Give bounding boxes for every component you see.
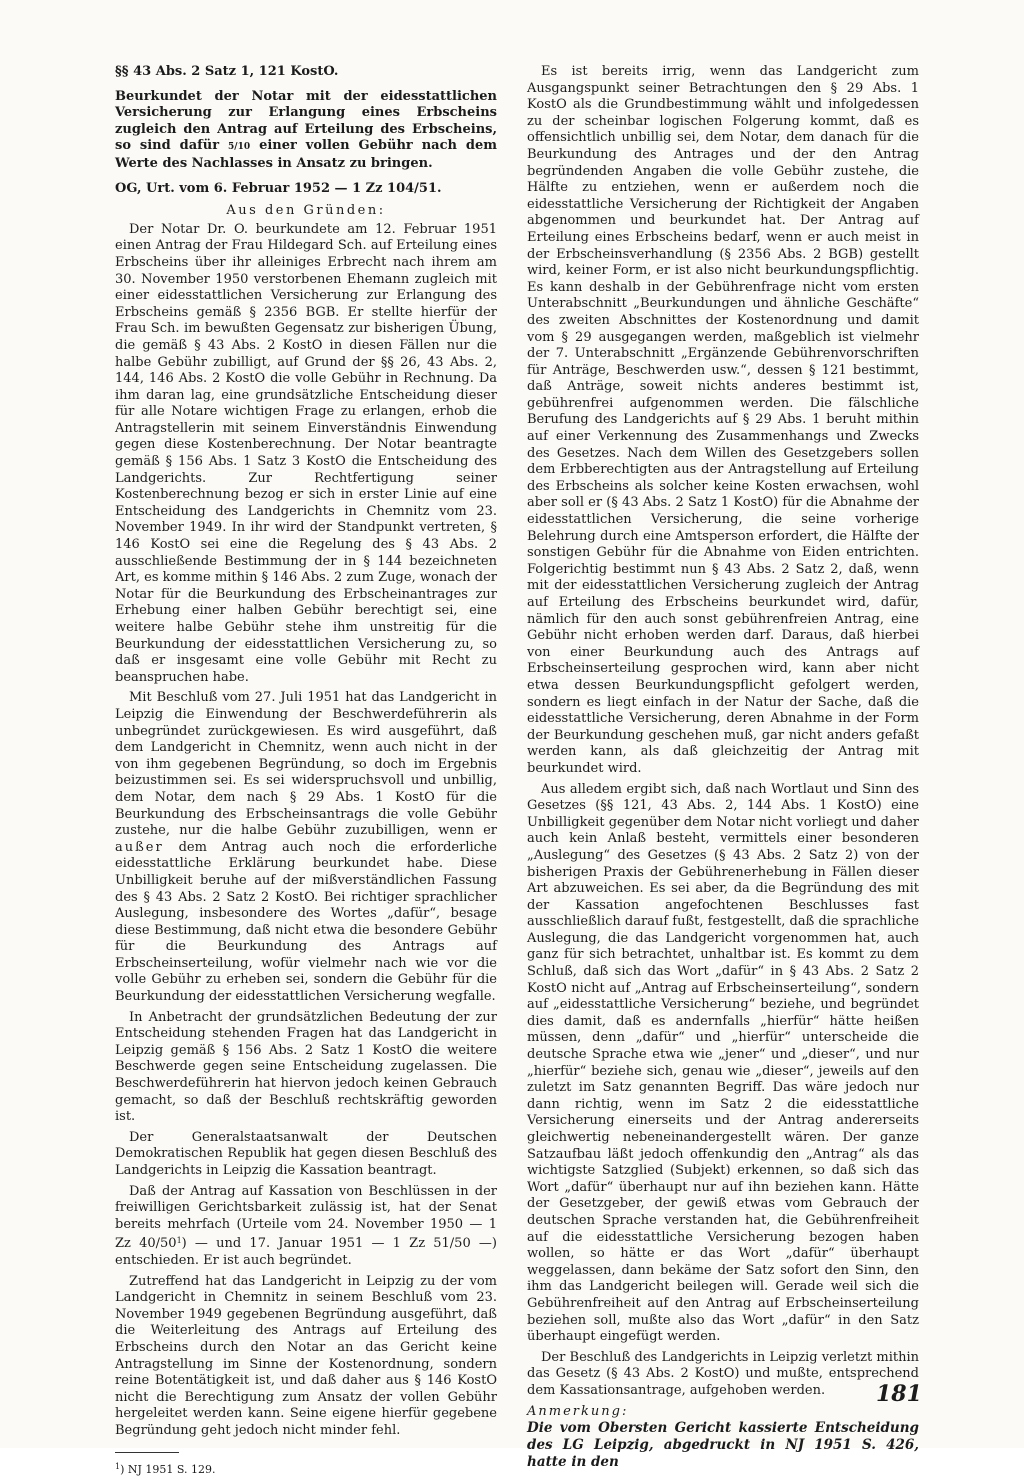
paragraph-text: ) — und 17. Januar 1951 — 1 Zz 51/50 —) entschieden. Er ist auch begründet. [115,1236,497,1268]
footnote-number: 1 [115,1461,121,1471]
left-column [115,64,497,1482]
paragraph-text: Mit Beschluß vom 27. Juli 1951 hat das Landgericht in Leipzig die Einwendung der Beschwerdeführerin als unbegründet zurückgewiesen. Es wird ausgeführt, daß dem Landgericht in Chemnitz, wenn auch nicht in der von ihm gegebenen Begründung, so doch im Ergebnis beizustimmen sei. Es sei widerspruchsvoll und unbillig, dem Notar, dem nach § 29 Abs. 1 KostO für die Beurkundung des Erbscheinsantrags die volle Gebühr zustehe, nur die halbe Gebühr zuzubilligen, wenn er [115,690,497,839]
grounds-heading: Aus den Gründen: [226,203,386,219]
paragraph-text: Daß der Antrag auf Kassation von Beschlüssen in der freiwilligen Gerichtsbarkeit zulässig ist, hat der Senat bereits mehrfach (Urteile vom 24. November 1950 — 1 Zz 40/50 [115,1183,497,1252]
paragraph: Es ist bereits irrig, wenn das Landgericht zum Ausgangspunkt seiner Betrachtungen den § 29 Abs. 1 KostO als die Grundbestimmung wählt und infolgedessen zu der scheinbar logischen Folgerung kommt, daß es offensichtlich unbillig sei, dem Notar, dem danach für die Beurkundung des Antrages und der den Antrag begründenden Angaben die volle Gebühr zustehe, die Hälfte zu entziehen, wenn er außerdem noch die eidesstattliche Versicherung der Richtigkeit der Angaben abgenommen und beurkundet hat. Der Antrag auf Erteilung eines Erbscheins bedarf, wenn er auch meist in der Erbscheinsverhandlung (§ 2356 Abs. 2 BGB) gestellt wird, keiner Form, er ist also nicht beurkundungspflichtig. Es kann deshalb in der Gebührenfrage nicht vom ersten Unterabschnitt „Beurkundungen und ähnliche Geschäfte“ des zweiten Abschnittes der Kostenordnung und damit vom § 29 ausgegangen werden, maßgeblich ist vielmehr der 7. Unterabschnitt „Ergänzende Gebührenvorschriften für Anträge, Beschwerden usw.“, dessen § 121 bestimmt, daß Anträge, soweit nichts anderes bestimmt ist, gebührenfrei aufgenommen werden. Die fälschliche Berufung des Landgerichts auf § 29 Abs. 1 beruht mithin auf einer Verkennung des Zusammenhangs und Zwecks des Gesetzes. Nach dem Willen des Gesetzgebers sollen dem Erbberechtigten aus der Antragstellung auf Erteilung des Erbscheins als solcher keine Kosten erwachsen, wohl aber soll er (§ 43 Abs. 2 Satz 1 KostO) für die Abnahme der eidesstattlichen Versicherung, die seine vorherige Belehrung durch eine Amtsperson erfordert, die Hälfte der sonstigen Gebühr für die Abnahme von Eiden entrichten. Folgerichtig bestimmt nun § 43 Abs. 2 Satz 2, daß, wenn mit der eidesstattlichen Versicherung zugleich der Antrag auf Erteilung des Erbscheins beurkundet wird, dafür, nämlich für den auch sonst gebührenfreien Antrag, eine Gebühr nicht erhoben werden darf. Daraus, daß hierbei von einer Beurkundung auch des Antrags auf Erbscheinserteilung gesprochen wird, kann aber nicht etwa dessen Beurkundungspflicht gefolgert werden, sondern es liegt einfach in der Natur der Sache, daß die eidesstattliche Versicherung, deren Abnahme in der Form der Beurkundung geschehen muß, gar nicht anders gefaßt werden kann, als daß gleichzeitig der Antrag mit beurkundet wird. [527,64,919,776]
footnote-marker: 1 [176,1236,182,1246]
right-column [527,64,919,1475]
footnote [115,1459,497,1479]
paragraph: Der Notar Dr. O. beurkundete am 12. Februar 1951 einen Antrag der Frau Hildegard Sch. auf Erteilung eines Erbscheins über ihr alleiniges Erbrecht nach ihrem am 30. November 1950 verstorbenen Ehemann zugleich mit einer eidesstattlichen Versicherung zur Erlangung des Erbscheins gemäß § 2356 BGB. Er stellte hierfür der Frau Sch. im bewußten Gegensatz zur bisherigen Übung, die gemäß § 43 Abs. 2 KostO in diesen Fällen nur die halbe Gebühr zubilligt, auf Grund der §§ 26, 43 Abs. 2, 144, 146 Abs. 2 KostO die volle Gebühr in Rechnung. Da ihm daran lag, eine grundsätzliche Entscheidung dieser für alle Notare wichtigen Frage zu erlangen, erhob die Antragstellerin mit seinem Einverständnis Einwendung gegen diese Kostenberechnung. Der Notar beantragte gemäß § 156 Abs. 1 Satz 3 KostO die Entscheidung des Landgerichts. Zur Rechtfertigung seiner Kostenberechnung bezog er sich in erster Linie auf eine Entscheidung des Landgerichts in Chemnitz vom 23. November 1949. In ihr wird der Standpunkt vertreten, § 146 KostO sei eine die Regelung des § 43 Abs. 2 ausschließende Bestimmung der in § 144 bezeichneten Art, es komme mithin § 146 Abs. 2 zum Zuge, wonach der Notar für die Beurkundung des Erbscheinantrages zur Erhebung einer halben Gebühr berechtigt sei, eine weitere halbe Gebühr stehe ihm unstreitig für die Beurkundung der eidesstattlichen Versicherung zu, so daß er insgesamt eine volle Gebühr mit Recht zu beanspruchen habe. [115,221,497,685]
headnote-text-end: einer vollen Gebühr nach dem Werte des Nachlasses in Ansatz zu bringen. [115,138,498,171]
page-number: 181 [876,1381,922,1407]
paragraph [115,690,497,1005]
court-citation: OG, Urt. vom 6. Februar 1952 — 1 Zz 104/51. [115,180,442,196]
paragraph-text: dem Antrag auch noch die erforderliche eidesstattliche Erklärung beurkundet habe. Diese Unbilligkeit beruhe auf der mißverständlichen Fassung des § 43 Abs. 2 Satz 2 KostO. Bei richtiger sprachlicher Auslegung, insbesondere des Wortes „dafür“, besage diese Bestimmung, daß nicht etwa die besondere Gebühr für die Beurkundung des Antrags auf Erbscheinserteilung, wofür vielmehr nach wie vor die volle Gebühr zu erheben sei, sondern die Gebühr für die Beurkundung der eidesstattlichen Versicherung wegfalle. [115,839,497,1005]
paragraph: Aus alledem ergibt sich, daß nach Wortlaut und Sinn des Gesetzes (§§ 121, 43 Abs. 2, 144 Abs. 1 KostO) eine Unbilligkeit gegenüber dem Notar nicht vorliegt und daher auch kein Anlaß besteht, vermittels einer besonderen „Auslegung“ des Gesetzes (§ 43 Abs. 2 Satz 2) von der bisherigen Praxis der Gebührenerhebung in Fällen dieser Art abzuweichen. Es sei aber, da die Begründung des mit der Kassation angefochtenen Beschlusses fast ausschließlich darauf fußt, festgestellt, daß die sprachliche Auslegung, die das Landgericht vorgenommen hat, auch ganz für sich betrachtet, unhaltbar ist. Es kommt zu dem Schluß, daß sich das Wort „dafür“ in § 43 Abs. 2 Satz 2 KostO nicht auf „Antrag auf Erbscheinserteilung“, sondern auf „eidesstattliche Versicherung“ beziehe, und begründet dies damit, daß es andernfalls „hierfür“ hätte heißen müssen, denn „dafür“ und „hierfür“ unterscheide die deutsche Sprache etwa wie „jener“ und „dieser“, und nur „hierfür“ beziehe sich, genau wie „dieser“, jeweils auf den zuletzt im Satz genannten Begriff. Das wäre jedoch nur dann richtig, wenn im Satz 2 die eidesstattliche Versicherung einerseits und der Antrag andererseits gleichwertig nebeneinandergestellt wären. Der ganze Satzaufbau läßt jedoch offenkundig den „Antrag“ als das wichtigste Satzglied (Subjekt) erkennen, so daß sich das Wort „dafür“ überhaupt nur auf ihn beziehen kann. Hätte der Gesetzgeber, der gewiß etwas vom Gebrauch der deutschen Sprache verstanden hat, die Gebührenfreiheit auf die eidesstattliche Versicherung bezogen haben wollen, so hätte er das Wort „dafür“ überhaupt weggelassen, dann bekäme der Satz sofort den Sinn, den ihm das Landgericht beilegen will. Gerade weil sich die Gebührenfreiheit auf den Antrag auf Erbscheinserteilung beziehen soll, mußte also das Wort „dafür“ in den Satz überhaupt eingefügt werden. [527,781,919,1345]
footnote-text: ) NJ 1951 S. 129. [120,1462,216,1476]
footnote-divider [115,1452,179,1453]
spaced-emphasis: außer [115,839,164,855]
paragraph: Zutreffend hat das Landgericht in Leipzig zu der vom Landgericht in Chemnitz in seinem Beschluß vom 23. November 1949 gegebenen Begründung ausgeführt, daß die Weiterleitung des Antrags auf Erteilung des Erbscheins durch den Notar an das Gericht keine Antragstellung im Sinne der Kostenordnung, sondern reine Botentätigkeit ist, und daß daher aus § 146 KostO nicht die Berechtigung zum Ansatz der vollen Gebühr hergeleitet werden kann. Seine eigene hierfür gegebene Begründung geht jedoch nicht minder fehl. [115,1273,497,1438]
headnote-text: Beurkundet der Notar mit der eidesstattlichen Versicherung zur Erlangung eines Erbscheins zugleich den Antrag auf Erteilung des Erbscheins, so sind dafür [115,88,497,154]
annotation-text: Die vom Obersten Gericht kassierte Entscheidung des LG Leipzig, abgedruckt in NJ 1951 S. 426, hatte in den [527,1420,919,1471]
paragraph: In Anbetracht der grundsätzlichen Bedeutung der zur Entscheidung stehenden Fragen hat das Landgericht in Leipzig gemäß § 156 Abs. 2 Satz 1 KostO die weitere Beschwerde gegen seine Entscheidung zugelassen. Die Beschwerdeführerin hat hiervon jedoch keinen Gebrauch gemacht, so daß der Beschluß rechtskräftig geworden ist. [115,1009,497,1125]
headnote-fraction: 5/10 [228,142,251,153]
paragraph: Der Beschluß des Landgerichts in Leipzig verletzt mithin das Gesetz (§ 43 Abs. 2 KostO) und mußte, entsprechend dem Kassationsantrage, aufgehoben werden. [527,1349,919,1398]
paragraph: Der Generalstaatsanwalt der Deutschen Demokratischen Republik hat gegen diesen Beschluß des Landgerichts in Leipzig die Kassation beantragt. [115,1129,497,1178]
headnote [115,89,497,173]
legal-reference-heading: §§ 43 Abs. 2 Satz 1, 121 KostO. [115,64,339,79]
annotation-heading: Anmerkung: [527,1403,629,1419]
paragraph [115,1184,497,1270]
